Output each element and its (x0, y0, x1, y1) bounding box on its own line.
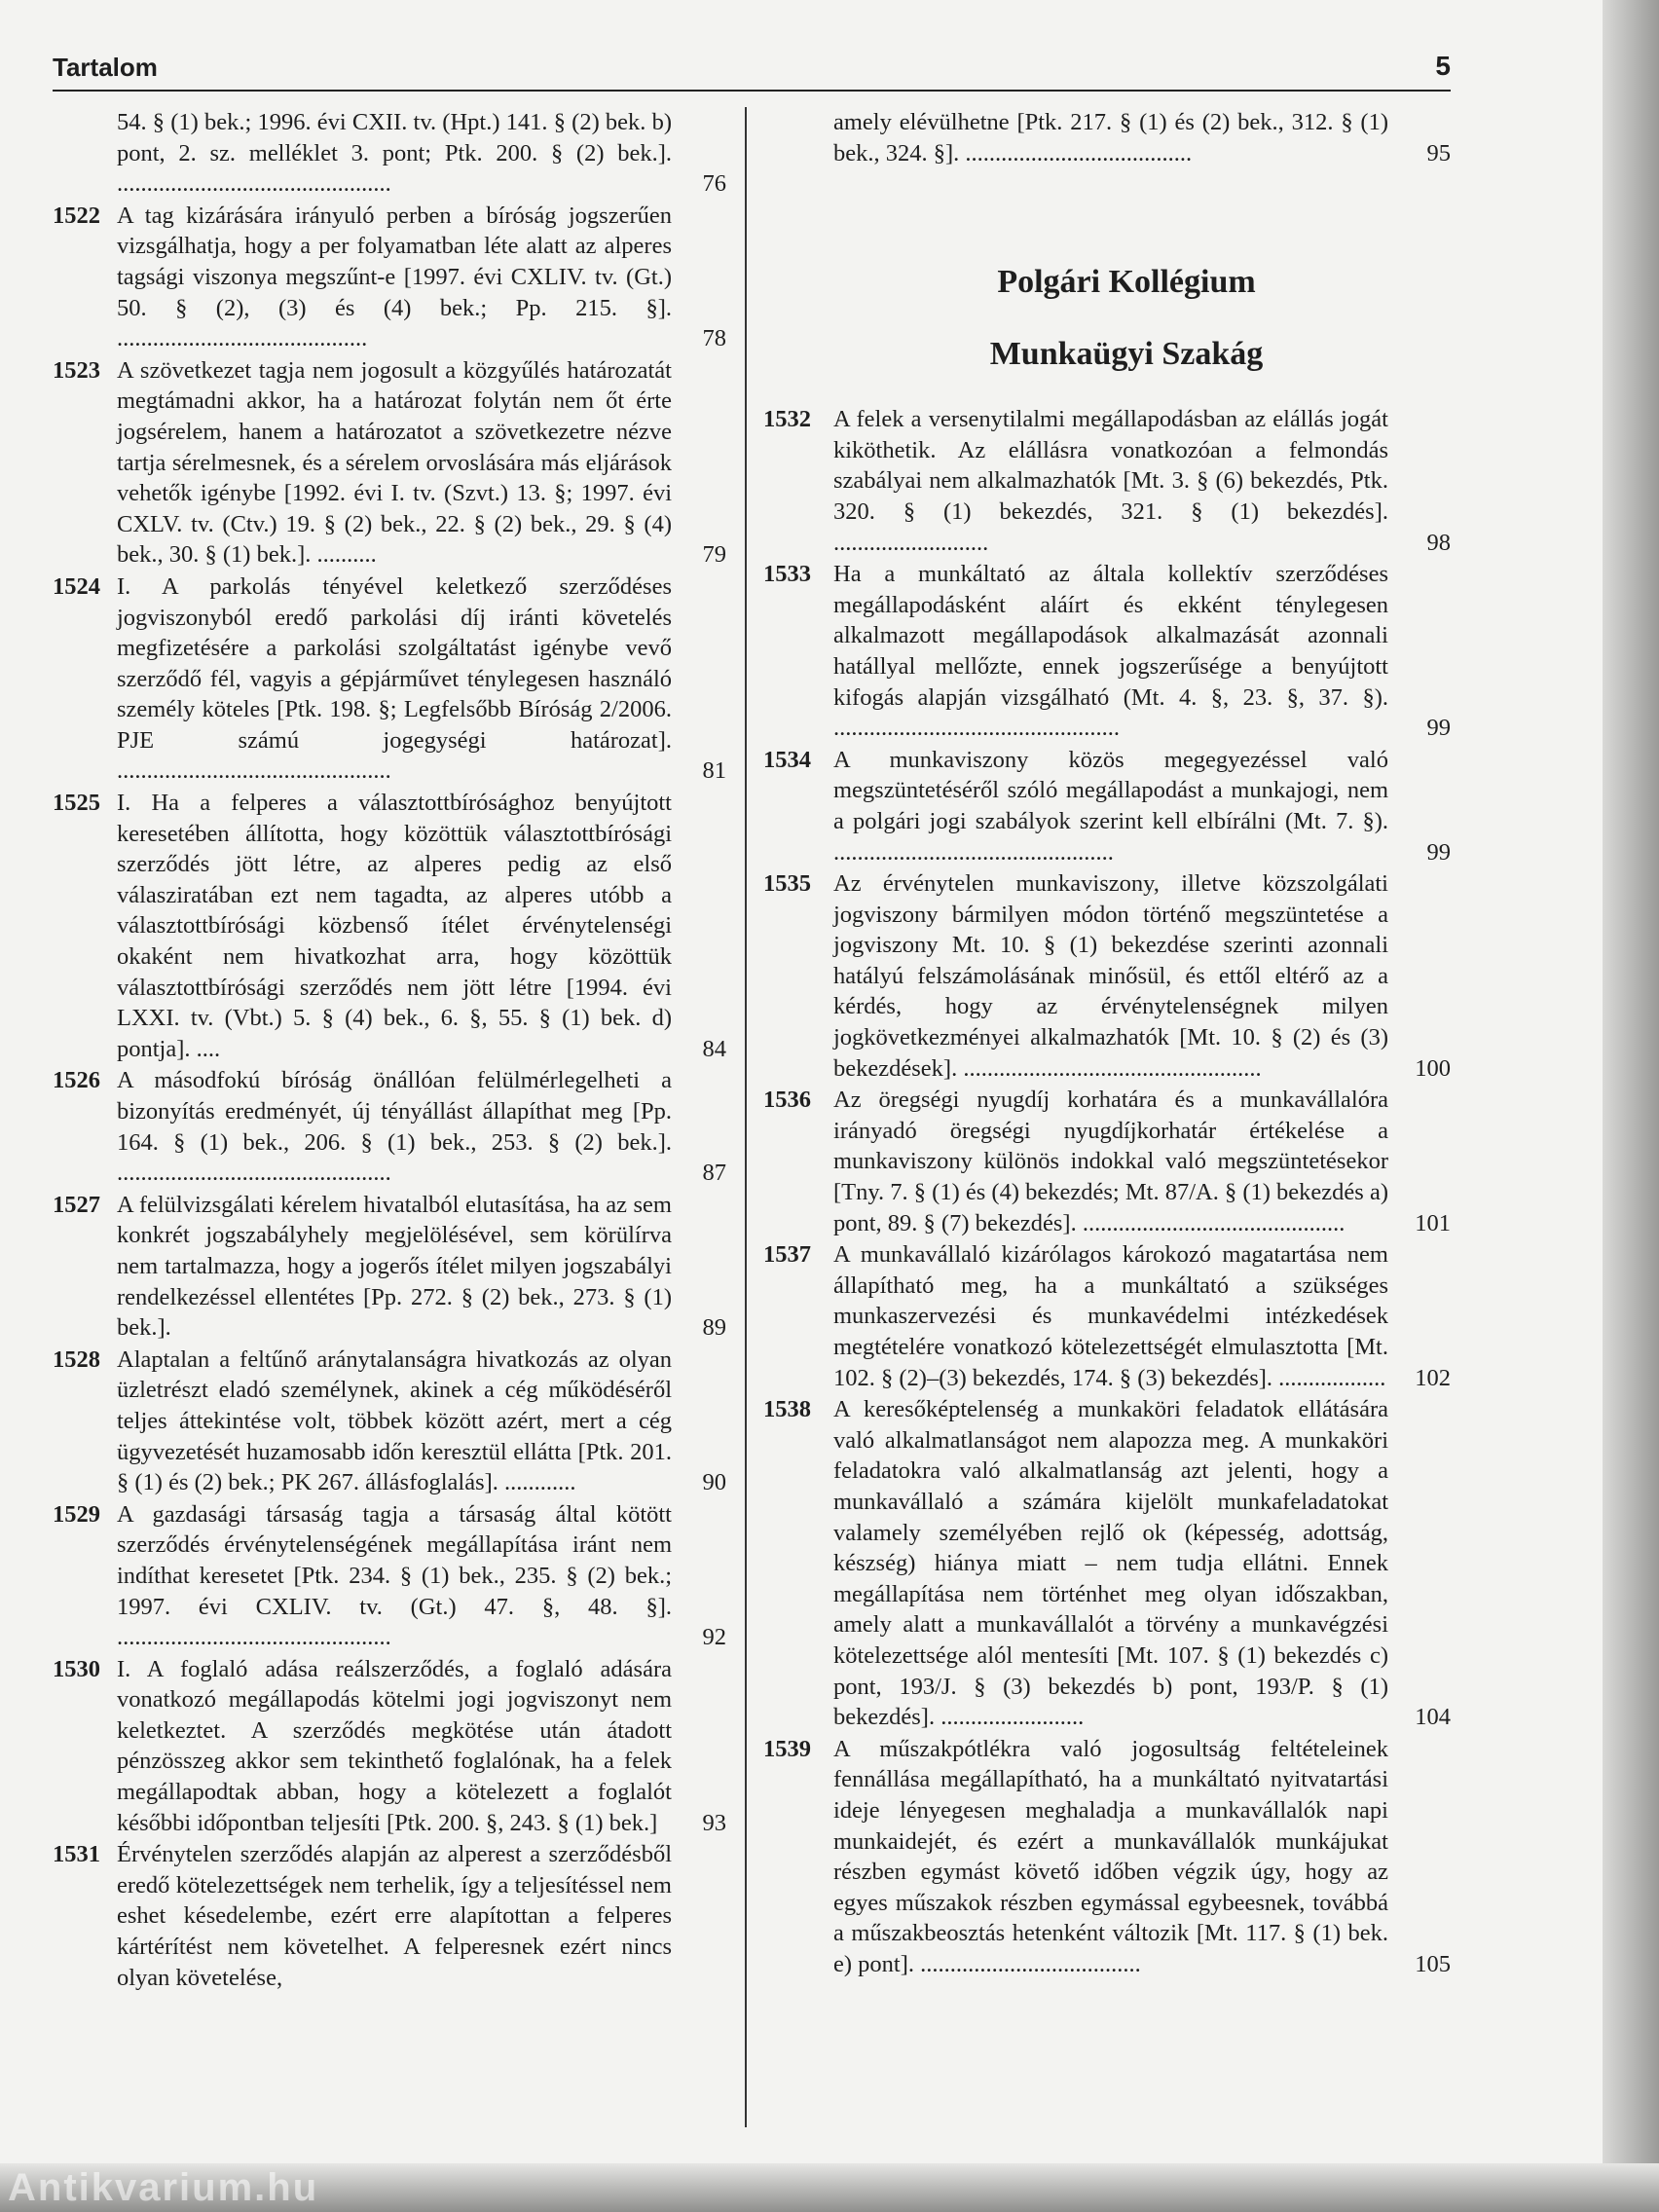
entry-page: 100 (1415, 1054, 1451, 1082)
entry-text: I. Ha a felperes a választottbírósághoz benyújtott keresetében állította, hogy közöttük választottbírósági szerződés jött létre, az alperes pedig az első válasziratában ezt nem tagadta, az alperes utóbb a választottbírósági közbenső ítélet érvénytelenségi okaként nem hivatkozhat arra, hogy közöttük választottbírósági szerződés nem jött létre [1994. évi LXXI. tv. (Vbt.) 5. § (4) bek., 6. §, 55. § (1) bek. d) pontja]. .... (117, 790, 672, 1062)
entry-page: 87 (702, 1160, 726, 1187)
entry-page: 99 (1426, 838, 1451, 866)
toc-entry (53, 1065, 726, 1188)
entry-text: 54. § (1) bek.; 1996. évi CXII. tv. (Hpt.) 141. § (2) bek. b) pont, 2. sz. melléklet 3. pont; Ptk. 200. § (2) bek.]. .............................................. (117, 109, 672, 198)
toc-entry (763, 1734, 1451, 1980)
entry-text: Az öregségi nyugdíj korhatára és a munkavállalóra irányadó öregségi nyugdíjkorhatár értékelése a munkaviszony különös indokkal való megszüntetésekor [Tny. 7. § (1) és (4) bekezdés; Mt. 87/A. § (1) bekezdés a) pont, 89. § (7) bekezdés]. ............................................ (833, 1087, 1388, 1236)
right-column (763, 107, 1451, 1980)
entry-number: 1524 (53, 572, 100, 600)
entry-number: 1533 (763, 561, 811, 588)
entry-page: 90 (702, 1469, 726, 1496)
toc-entry (763, 1085, 1451, 1238)
entry-number: 1535 (763, 870, 811, 898)
entry-text: Ha a munkáltató az általa kollektív szerződéses megállapodásként aláírt és ekként ténylegesen alkalmazott megállapodások alkalmazását azonnali hatállyal mellőzte, ennek jogszerűsége a benyújtott kifogás alapján vizsgálható (Mt. 4. §, 23. §, 37. §). ................................................ (833, 561, 1388, 742)
toc-entry (53, 1190, 726, 1344)
entry-text: A felülvizsgálati kérelem hivatalból elutasítása, ha az sem konkrét jogszabályhely megjelölésével, sem körülírva nem tartalmazza, hogy a jogerős ítélet milyen jogszabályi rendelkezéssel ellentétes [Pp. 272. § (2) bek., 273. § (1) bek.]. (117, 1191, 672, 1342)
entry-number: 1529 (53, 1500, 100, 1528)
entry-number (763, 107, 833, 168)
entry-page: 78 (702, 325, 726, 352)
entry-text: A keresőképtelenség a munkaköri feladatok ellátására való alkalmatlanságot nem alapozza meg. A munkaköri feladatokra való alkalmatlanság azt jelenti, hogy a munkavállaló a számára kijelölt munkafeladatokat valamely személyében rejlő ok (képesség, adottság, készség) hiánya miatt – nem tudja ellátni. Ennek megállapítása nem történhet meg olyan időszakban, amely alatt a munkavállalót a törvény a munkavégzési kötelezettsége alól mentesíti [Mt. 107. § (1) bekezdés c) pont, 193/J. § (3) bekezdés b) pont, 193/P. § (1) bekezdés]. ........................ (833, 1396, 1388, 1731)
entry-number: 1539 (763, 1735, 811, 1762)
entry-number: 1532 (763, 406, 811, 433)
column-divider (745, 107, 747, 2127)
entry-number: 1530 (53, 1655, 100, 1682)
entry-page: 98 (1426, 529, 1451, 556)
entry-number (53, 107, 117, 200)
toc-entry (763, 404, 1451, 558)
left-column (53, 107, 726, 1994)
entry-page: 76 (702, 170, 726, 198)
entry-number: 1526 (53, 1067, 100, 1094)
entry-text: I. A parkolás tényével keletkező szerződéses jogviszonyból eredő parkolási díj iránti követelés megfizetésére a parkolási szolgáltatást igénybe vevő szerződő fél, vagyis a gépjárművet ténylegesen használó személy köteles [Ptk. 198. §; Legfelsőbb Bíróság 2/2006. PJE számú jogegységi határozat]. .............................................. (117, 572, 672, 785)
running-header (53, 51, 1451, 92)
page-number: 5 (1435, 51, 1451, 81)
toc-entry (53, 1654, 726, 1839)
toc-entry (763, 745, 1451, 867)
entry-number: 1525 (53, 790, 100, 817)
toc-entry (763, 868, 1451, 1084)
toc-entry (53, 1839, 726, 1993)
toc-entry (53, 355, 726, 571)
entry-number: 1527 (53, 1191, 100, 1218)
toc-entry (763, 1239, 1451, 1393)
entry-text: A szövetkezet tagja nem jogosult a közgyűlés határozatát megtámadni akkor, ha a határozat folytán nem őt érte jogsérelem, hanem a határozatot a szövetkezetre nézve tartja sérelmesnek, és a sérelem orvoslására más eljárások vehetők igénybe [1992. évi I. tv. (Szvt.) 13. §; 1997. évi CXLV. tv. (Ctv.) 19. § (2) bek., 22. § (2) bek., 29. § (4) bek., 30. § (1) bek.]. .......... (117, 356, 672, 569)
entry-text: A műszakpótlékra való jogosultság feltételeinek fennállása megállapítható, ha a munkáltató nyitvatartási ideje lényegesen meghaladja a munkavállalók napi munkaidejét, és ezért a munkavállalók munkájukat részben egymást követő időben végzik úgy, hogy az egyes műszakok részben egymással egybeesnek, továbbá a műszakbeosztás hetenként változik [Mt. 117. § (1) bek. e) pont]. ..................................... (833, 1735, 1388, 1977)
entry-number: 1537 (763, 1241, 811, 1269)
entry-page: 102 (1415, 1364, 1451, 1391)
entry-number: 1523 (53, 356, 100, 384)
toc-entry (53, 201, 726, 354)
entry-page: 79 (702, 541, 726, 569)
entry-text: A másodfokú bíróság önállóan felülmérlegelheti a bizonyítás eredményét, új tényállást állapíthat meg [Pp. 164. § (1) bek., 206. § (1) bek., 253. § (2) bek.]. .............................................. (117, 1067, 672, 1187)
entry-text: Az érvénytelen munkaviszony, illetve közszolgálati jogviszony bármilyen módon történő megszüntetése a jogviszony Mt. 10. § (1) bekezdése szerinti azonnali hatályú felszámolásának minősül, és ettől eltérő az a kérdés, hogy az érvénytelenségnek milyen jogkövetkezményei alkalmazhatók [Mt. 10. § (2) és (3) bekezdések]. .................................................. (833, 870, 1388, 1082)
entry-text: A gazdasági társaság tagja a társaság által kötött szerződés érvénytelenségének megállapítása iránt nem indíthat keresetet [Ptk. 234. § (1) bek., 235. § (2) bek.; 1997. évi CXLIV. tv. (Gt.) 47. §, 48. §]. .............................................. (117, 1500, 672, 1651)
bottom-edge-shadow (0, 2163, 1659, 2212)
toc-entry (53, 1499, 726, 1653)
entry-page: 89 (702, 1314, 726, 1342)
entry-page: 104 (1415, 1704, 1451, 1731)
entry-page: 84 (702, 1035, 726, 1062)
entry-text: A munkavállaló kizárólagos károkozó magatartása nem állapítható meg, ha a munkáltató a szükséges munkaszervezési és munkavédelmi intézkedések megtételére vonatkozó kötelezettségét elmulasztotta [Mt. 102. § (2)–(3) bekezdés, 174. § (3) bekezdés]. .................. (833, 1241, 1388, 1391)
watermark-logo: Antikvarium.hu (8, 2166, 319, 2209)
entry-page: 93 (702, 1809, 726, 1836)
entry-text: Alaptalan a feltűnő aránytalanságra hivatkozás az olyan üzletrészt eladó személynek, akinek a cég működéséről teljes áttekintése volt, többek között azért, mert a cég ügyvezetését huzamosabb időn keresztül ellátta [Ptk. 201. § (1) és (2) bek.; PK 267. állásfoglalás]. ............ (117, 1346, 672, 1496)
entry-number: 1531 (53, 1841, 100, 1868)
running-title: Tartalom (53, 53, 158, 82)
entry-page: 99 (1426, 715, 1451, 742)
entry-number: 1534 (763, 746, 811, 773)
section-heading-branch: Munkaügyi Szakág (989, 336, 1264, 373)
entry-text: A munkaviszony közös megegyezéssel való megszüntetéséről szóló megállapodást a munkajogi, nem a polgári jogi szabályok szerint kell elbírálni (Mt. 7. §). ............................................... (833, 746, 1388, 866)
entry-number: 1538 (763, 1396, 811, 1423)
toc-entry (763, 1394, 1451, 1733)
entry-page: 92 (702, 1624, 726, 1651)
toc-entry-continuation (763, 107, 1451, 168)
entry-text: Érvénytelen szerződés alapján az alperest a szerződésből eredő kötelezettségek nem terhelik, így a teljesítéssel nem eshet késedelembe, ezért erre alapítottan a felperes kártérítést nem követelhet. A felperesnek ezért nincs olyan követelése, (117, 1841, 672, 1991)
entry-number: 1522 (53, 202, 100, 229)
section-heading-college: Polgári Kollégium (997, 264, 1256, 301)
entry-page: 81 (702, 757, 726, 785)
toc-entry (53, 107, 726, 200)
toc-entry (53, 571, 726, 787)
entry-page: 101 (1415, 1209, 1451, 1236)
entry-page: 105 (1415, 1950, 1451, 1977)
page-edge-shadow (1603, 0, 1659, 2212)
entry-text: I. A foglaló adása reálszerződés, a foglaló adására vonatkozó megállapodás kötelmi jogi jogviszonyt nem keletkeztet. A szerződés megkötése után átadott pénzösszeg akkor sem tekinthető foglalónak, ha a felek megállapodtak abban, hogy a kötelezett a foglalót későbbi időpontban teljesíti [Ptk. 200. §, 243. § (1) bek.] (117, 1655, 672, 1836)
entry-text: amely elévülhetne [Ptk. 217. § (1) és (2) bek., 312. § (1) bek., 324. §]. ...................................... (833, 109, 1388, 166)
entry-number: 1528 (53, 1346, 100, 1373)
entry-page: 95 (1426, 139, 1451, 166)
entry-text: A tag kizárására irányuló perben a bíróság jogszerűen vizsgálhatja, hogy a per folyamatban léte alatt az alperes tagsági viszonya megszűnt-e [1997. évi CXLIV. tv. (Gt.) 50. § (2), (3) és (4) bek.; Pp. 215. §]. .......................................... (117, 202, 672, 352)
toc-entry (53, 1345, 726, 1498)
entry-text: A felek a versenytilalmi megállapodásban az elállás jogát kiköthetik. Az elállásra vonatkozóan a felmondás szabályai nem alkalmazhatók [Mt. 3. § (6) bekezdés, Ptk. 320. § (1) bekezdés, 321. § (1) bekezdés]. .......................... (833, 406, 1388, 556)
toc-entry (763, 559, 1451, 744)
toc-entry (53, 788, 726, 1064)
entry-number: 1536 (763, 1087, 811, 1114)
